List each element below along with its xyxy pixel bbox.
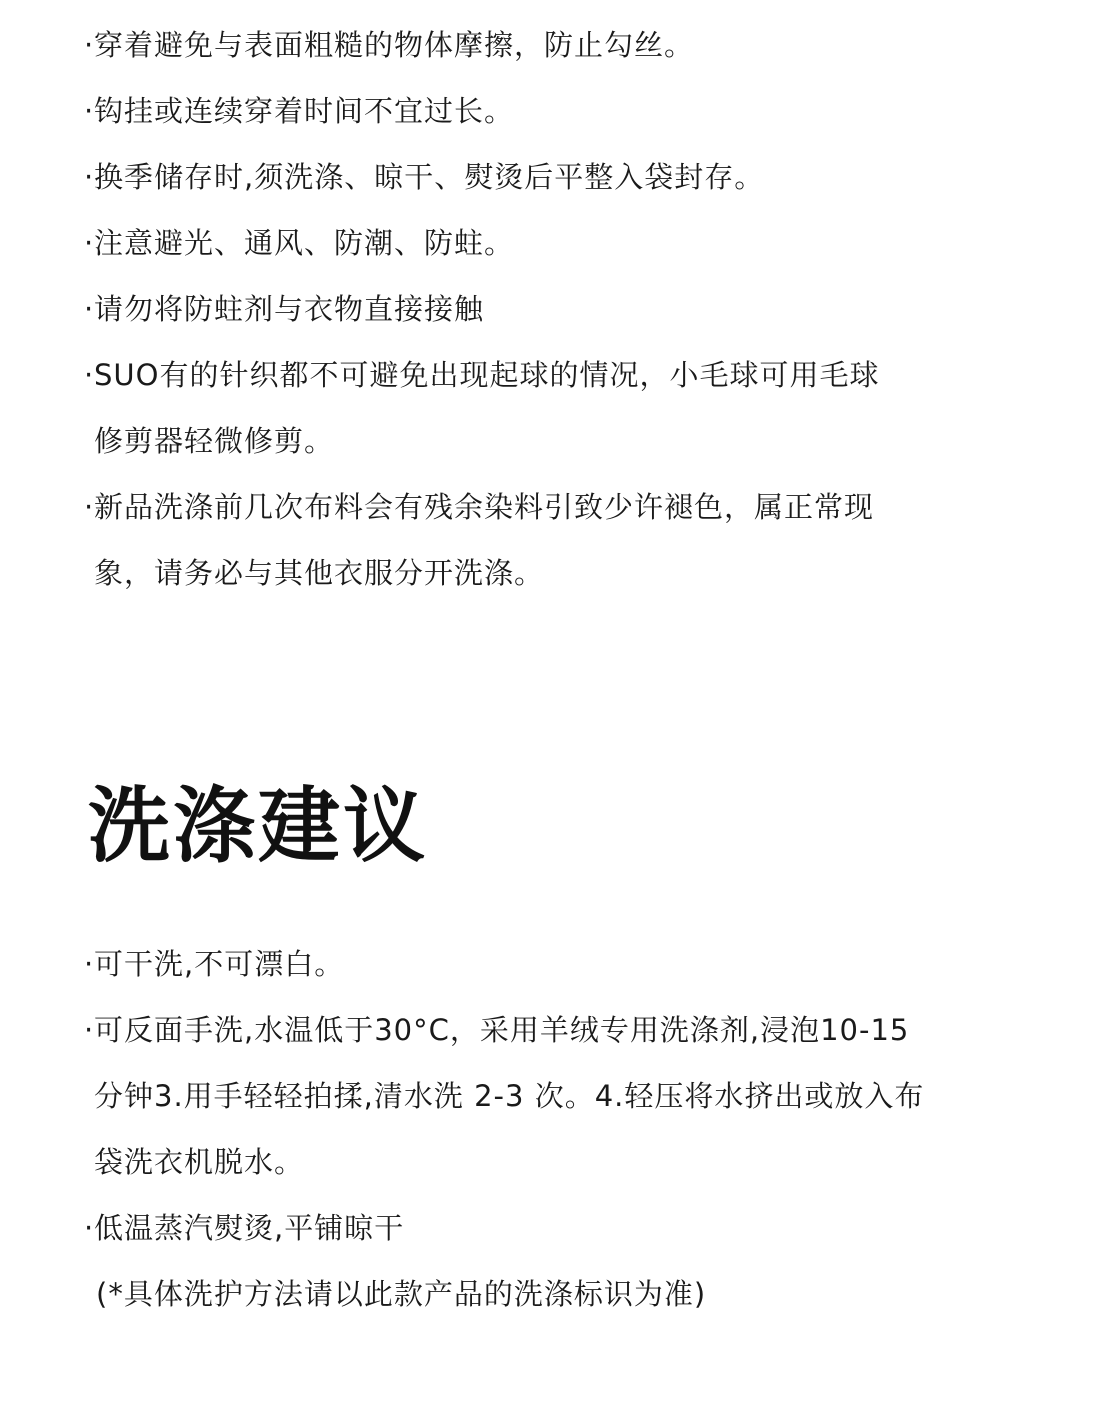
list-item-line: 修剪器轻微修剪。 xyxy=(94,424,335,458)
bullet: · xyxy=(84,160,95,194)
list-item xyxy=(84,144,1044,210)
list-item xyxy=(84,997,1044,1195)
list-item-text xyxy=(94,12,1018,78)
list-item-text xyxy=(94,931,1018,997)
list-item-text xyxy=(94,342,1018,474)
bullet: · xyxy=(84,1211,95,1245)
list-item xyxy=(84,12,1044,78)
list-item-text xyxy=(94,276,1018,342)
list-item xyxy=(84,210,1044,276)
bullet: · xyxy=(84,358,95,392)
bullet: · xyxy=(84,490,95,524)
list-item-line: 穿着避免与表面粗糙的物体摩擦，防止勾丝。 xyxy=(94,28,695,62)
list-item-text xyxy=(94,144,1018,210)
list-item-line: 分钟3.用手轻轻拍揉,清水洗 2-3 次。4.轻压将水挤出或放入布 xyxy=(94,1079,925,1113)
list-item-line: 象，请务必与其他衣服分开洗涤。 xyxy=(94,556,545,590)
list-item-text xyxy=(94,997,1018,1195)
list-item-line: 袋洗衣机脱水。 xyxy=(94,1145,305,1179)
list-item-line: 换季储存时,须洗涤、晾干、熨烫后平整入袋封存。 xyxy=(94,160,765,194)
list-item xyxy=(84,931,1044,997)
list-item-line: 可反面手洗,水温低于30°C，采用羊绒专用洗涤剂,浸泡10-15 xyxy=(94,1013,910,1047)
list-item-line: 低温蒸汽熨烫,平铺晾干 xyxy=(94,1211,405,1245)
bullet: · xyxy=(84,1013,95,1047)
list-item-line: 新品洗涤前几次布料会有残余染料引致少许褪色，属正常现 xyxy=(94,490,875,524)
list-item-line: 注意避光、通风、防潮、防蛀。 xyxy=(94,226,515,260)
list-item-line: SUO有的针织都不可避免出现起球的情况，小毛球可用毛球 xyxy=(94,358,880,392)
list-item-text xyxy=(94,78,1018,144)
bullet: · xyxy=(84,292,95,326)
care-tips-list xyxy=(84,12,1044,606)
list-item-line: 可干洗,不可漂白。 xyxy=(94,947,345,981)
list-item xyxy=(84,474,1044,606)
list-item-text xyxy=(94,210,1018,276)
care-label-note: (*具体洗护方法请以此款产品的洗涤标识为准) xyxy=(96,1277,707,1311)
list-item xyxy=(84,342,1044,474)
list-item-line: 请勿将防蛀剂与衣物直接接触 xyxy=(94,292,485,326)
list-item xyxy=(84,276,1044,342)
list-item-text xyxy=(94,474,1018,606)
washing-tips-list xyxy=(84,931,1044,1327)
bullet: · xyxy=(84,28,95,62)
list-item-text xyxy=(94,1195,1018,1261)
list-item-line: 钩挂或连续穿着时间不宜过长。 xyxy=(94,94,515,128)
section-title-washing: 洗涤建议 xyxy=(88,779,429,874)
bullet: · xyxy=(84,947,95,981)
list-item xyxy=(84,78,1044,144)
list-item xyxy=(84,1195,1044,1261)
bullet: · xyxy=(84,94,95,128)
bullet: · xyxy=(84,226,95,260)
